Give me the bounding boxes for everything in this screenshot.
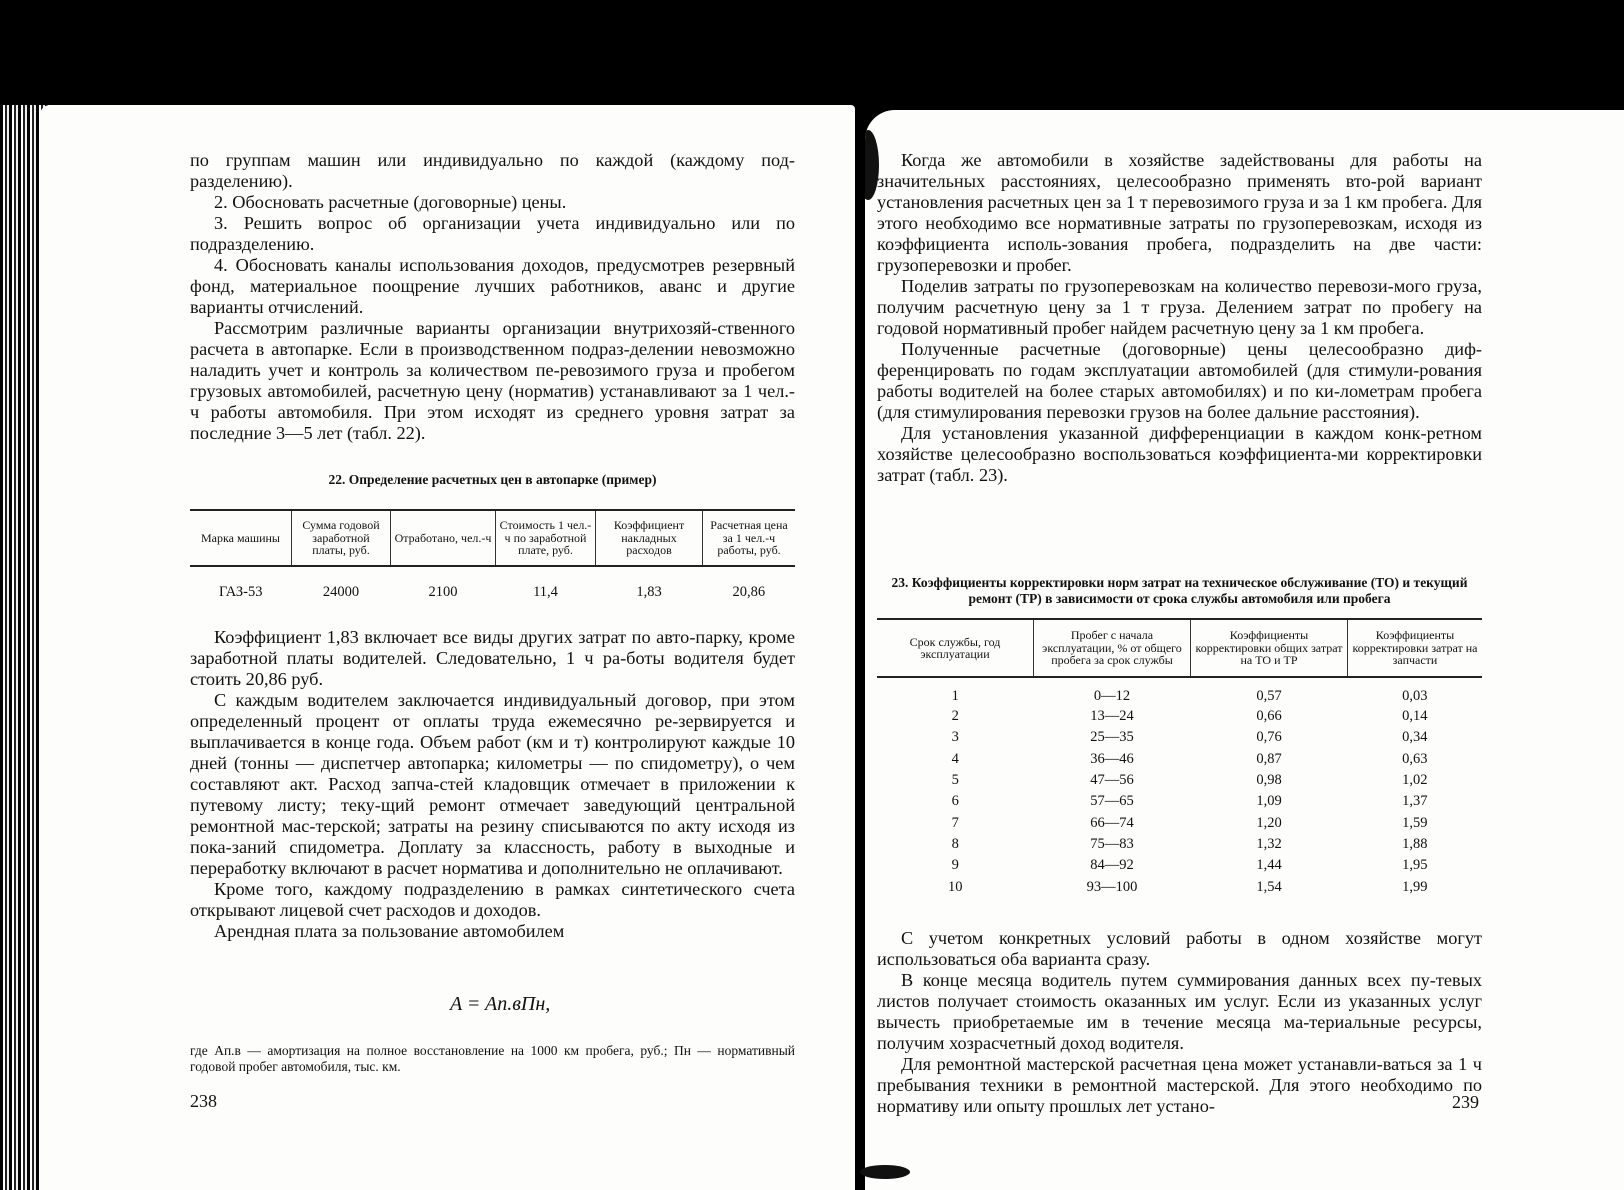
table-cell: 2100: [428, 584, 458, 600]
table-cell: 1,59: [1402, 814, 1428, 831]
left-text-bottom: [190, 627, 795, 942]
page-number: 239: [1452, 1092, 1479, 1112]
table-cell: 10: [948, 878, 963, 895]
table-header: Марка машины: [201, 530, 280, 545]
paragraph: С учетом конкретных условий работы в одном хозяйстве могут использоваться оба варианта сразу.: [877, 928, 1482, 969]
table-row: [877, 770, 1482, 791]
table-cell: 0,34: [1402, 729, 1428, 746]
paragraph: Когда же автомобили в хозяйстве задействованы для работы на значительных расстояниях, целесообразно применять вто-рой вариант установления расчетных цен за 1 т перевозимого груза и за 1 км пробега. Для этого необходимо все нормативные затраты по грузоперевозкам, исходя из коэффициента исполь-зования пробега, подразделить на две части: грузоперевозки и пробег.: [877, 150, 1482, 275]
book-gutter: [855, 105, 865, 1190]
formula: A = Aп.вПн,: [450, 993, 551, 1015]
table-cell: 0,76: [1256, 729, 1282, 746]
table-cell: 47—56: [1090, 772, 1134, 789]
table-cell: 0,14: [1402, 708, 1428, 725]
bottom-shadow: [860, 1165, 910, 1179]
table-header: Стоимость 1 чел.-ч по заработной плате, руб.: [496, 510, 596, 566]
table-cell: 1,20: [1256, 814, 1282, 831]
table-cell: 2: [951, 708, 959, 725]
table-23: [877, 618, 1482, 898]
paragraph: В конце месяца водитель путем суммирования данных всех пу-тевых листов получает стоимость оказанных им услуг. Если из указанных услуг вычесть приобретаемые им в течение месяца ма-териальные ресурсы, получим хозрасчетный доход водителя.: [877, 970, 1482, 1053]
paragraph: 4. Обосновать каналы использования доходов, предусмотрев резервный фонд, материальное поощрение лучших работников, аванс и другие варианты отчислений.: [190, 255, 795, 317]
table-header: Сумма годовой заработной платы, руб.: [292, 510, 391, 566]
paragraph: 2. Обосновать расчетные (договорные) цены.: [214, 192, 567, 212]
right-page: [865, 110, 1624, 1190]
table-cell: 0,87: [1256, 750, 1282, 767]
table-row: [877, 677, 1482, 706]
table-cell: 6: [951, 793, 959, 810]
table-cell: 1,83: [636, 584, 662, 600]
table-row: [190, 566, 795, 618]
page-number: 238: [190, 1091, 217, 1111]
paragraph: С каждым водителем заключается индивидуальный договор, при этом определенный процент от оплаты труда ежемесячно ре-зервируется и выплачивается в конце года. Объем работ (км и т) контролируют каждые 10 дней (тонны — диспетчер автопарка; километры — по спидометру), о чем составляют акт. Расход запча-стей кладовщик отмечает в приложении к путевому листу; теку-щий ремонт отмечает заведующий центральной ремонтной мас-терской; затраты на резину списываются по акту исходя из пока-заний спидометра. Доплату за классность, работу в выходные и переработку включают в расчет норматива и дополнительно не оплачивают.: [190, 690, 795, 878]
paragraph: Для установления указанной дифференциации в каждом конк-ретном хозяйстве целесообразно воспользоваться коэффициента-ми корректировки затрат (табл. 23).: [877, 423, 1482, 485]
table-header: Коэффициенты корректировки общих затрат на ТО и ТР: [1191, 619, 1348, 677]
table-cell: 0,63: [1402, 750, 1428, 767]
table-row: [877, 727, 1482, 748]
paragraph: Кроме того, каждому подразделению в рамках синтетического счета открывают лицевой счет расходов и доходов.: [190, 879, 795, 920]
table-row: [877, 855, 1482, 876]
table-cell: 7: [951, 814, 959, 831]
table-23-caption: 23. Коэффициенты корректировки норм затрат на техническое обслуживание (ТО) и текущий ремонт (ТР) в зависимости от срока службы автомобиля или пробега: [891, 575, 1468, 606]
table-22-caption: 22. Определение расчетных цен в автопарке (пример): [328, 472, 657, 487]
table-row: [877, 834, 1482, 855]
table-cell: 5: [951, 772, 959, 789]
paragraph: Коэффициент 1,83 включает все виды других затрат по авто-парку, кроме заработной платы водителей. Следовательно, 1 ч ра-боты водителя будет стоить 20,86 руб.: [190, 627, 795, 689]
table-cell: 93—100: [1086, 878, 1138, 895]
table-row: [877, 791, 1482, 812]
table-cell: 13—24: [1090, 708, 1134, 725]
table-cell: 0,03: [1402, 688, 1428, 704]
table-cell: 1,02: [1402, 772, 1428, 789]
table-cell: 0—12: [1093, 688, 1131, 704]
table-cell: 0,98: [1256, 772, 1282, 789]
paragraph: Рассмотрим различные варианты организации внутрихозяй-ственного расчета в автопарке. Если в производственном подраз-делении невозможно наладить учет и контроль за количеством пе-ревозимого груза и пробегом грузовых автомобилей, расчетную цену (норматив) устанавливают за 1 чел.-ч работы автомобиля. При этом исходят из среднего уровня затрат за последние 3—5 лет (табл. 22).: [190, 318, 795, 443]
table-header: Срок службы, год эксплуатации: [909, 634, 1001, 661]
left-text-top: [190, 150, 795, 444]
table-cell: 24000: [322, 584, 360, 600]
table-22: [190, 509, 795, 618]
footnote: где Ап.в — амортизация на полное восстановление на 1000 км пробега, руб.; Пн — нормативный годовой пробег автомобиля, тыс. км.: [190, 1043, 795, 1074]
paragraph: Арендная плата за пользование автомобилем: [214, 921, 565, 941]
table-cell: 66—74: [1090, 814, 1134, 831]
table-header: Пробег с начала эксплуатации, % от общего пробега за срок службы: [1034, 619, 1191, 677]
table-header: Расчетная цена за 1 чел.-ч работы, руб.: [703, 510, 796, 566]
table-cell: 8: [951, 835, 959, 852]
table-cell: 11,4: [533, 584, 558, 600]
paragraph: 3. Решить вопрос об организации учета индивидуально или по подразделению.: [190, 213, 795, 254]
table-cell: 20,86: [732, 584, 766, 600]
table-cell: ГАЗ-53: [218, 584, 263, 600]
right-text-top: [877, 150, 1482, 486]
table-cell: 84—92: [1090, 857, 1134, 874]
table-header: Коэффициент накладных расходов: [596, 510, 703, 566]
table-cell: 1,88: [1402, 835, 1428, 852]
table-cell: 0,66: [1256, 708, 1282, 725]
table-cell: 1,09: [1256, 793, 1282, 810]
table-cell: 1,54: [1256, 878, 1282, 895]
table-cell: 36—46: [1090, 750, 1134, 767]
paragraph: Для ремонтной мастерской расчетная цена может устанавли-ваться за 1 ч пребывания техники в ремонтной мастерской. Для этого необходимо по нормативу или опыту прошлых лет устано-: [877, 1054, 1482, 1116]
table-cell: 1: [951, 688, 959, 704]
table-cell: 1,32: [1256, 835, 1282, 852]
paragraph: по группам машин или индивидуально по каждой (каждому под-разделению).: [190, 150, 795, 191]
table-cell: 3: [951, 729, 959, 746]
paragraph: Полученные расчетные (договорные) цены целесообразно диф-ференцировать по годам эксплуатации автомобилей (для стимули-рования работы водителей на более старых автомобилях) и по ки-лометрам пробега (для стимулирования перевозки грузов на более дальние расстояния).: [877, 339, 1482, 422]
table-cell: 1,44: [1256, 857, 1282, 874]
table-row: [877, 749, 1482, 770]
table-row: [877, 876, 1482, 897]
table-cell: 57—65: [1090, 793, 1134, 810]
right-text-bottom: [877, 928, 1482, 1117]
table-cell: 4: [951, 750, 959, 767]
table-row: [877, 812, 1482, 833]
left-page: [40, 105, 855, 1190]
table-row: [877, 706, 1482, 727]
table-cell: 0,57: [1256, 688, 1282, 704]
table-cell: 1,95: [1402, 857, 1428, 874]
paragraph: Поделив затраты по грузоперевозкам на количество перевози-мого груза, получим расчетную цену за 1 т груза. Делением затрат по пробегу на годовой нормативный пробег найдем расчетную цену за 1 км пробега.: [877, 276, 1482, 338]
table-cell: 1,99: [1402, 878, 1428, 895]
table-header: Коэффициенты корректировки затрат на запчасти: [1348, 619, 1483, 677]
table-header: Отработано, чел.-ч: [391, 510, 496, 566]
table-cell: 75—83: [1090, 835, 1134, 852]
table-cell: 25—35: [1090, 729, 1134, 746]
table-cell: 1,37: [1402, 793, 1428, 810]
table-cell: 9: [951, 857, 959, 874]
